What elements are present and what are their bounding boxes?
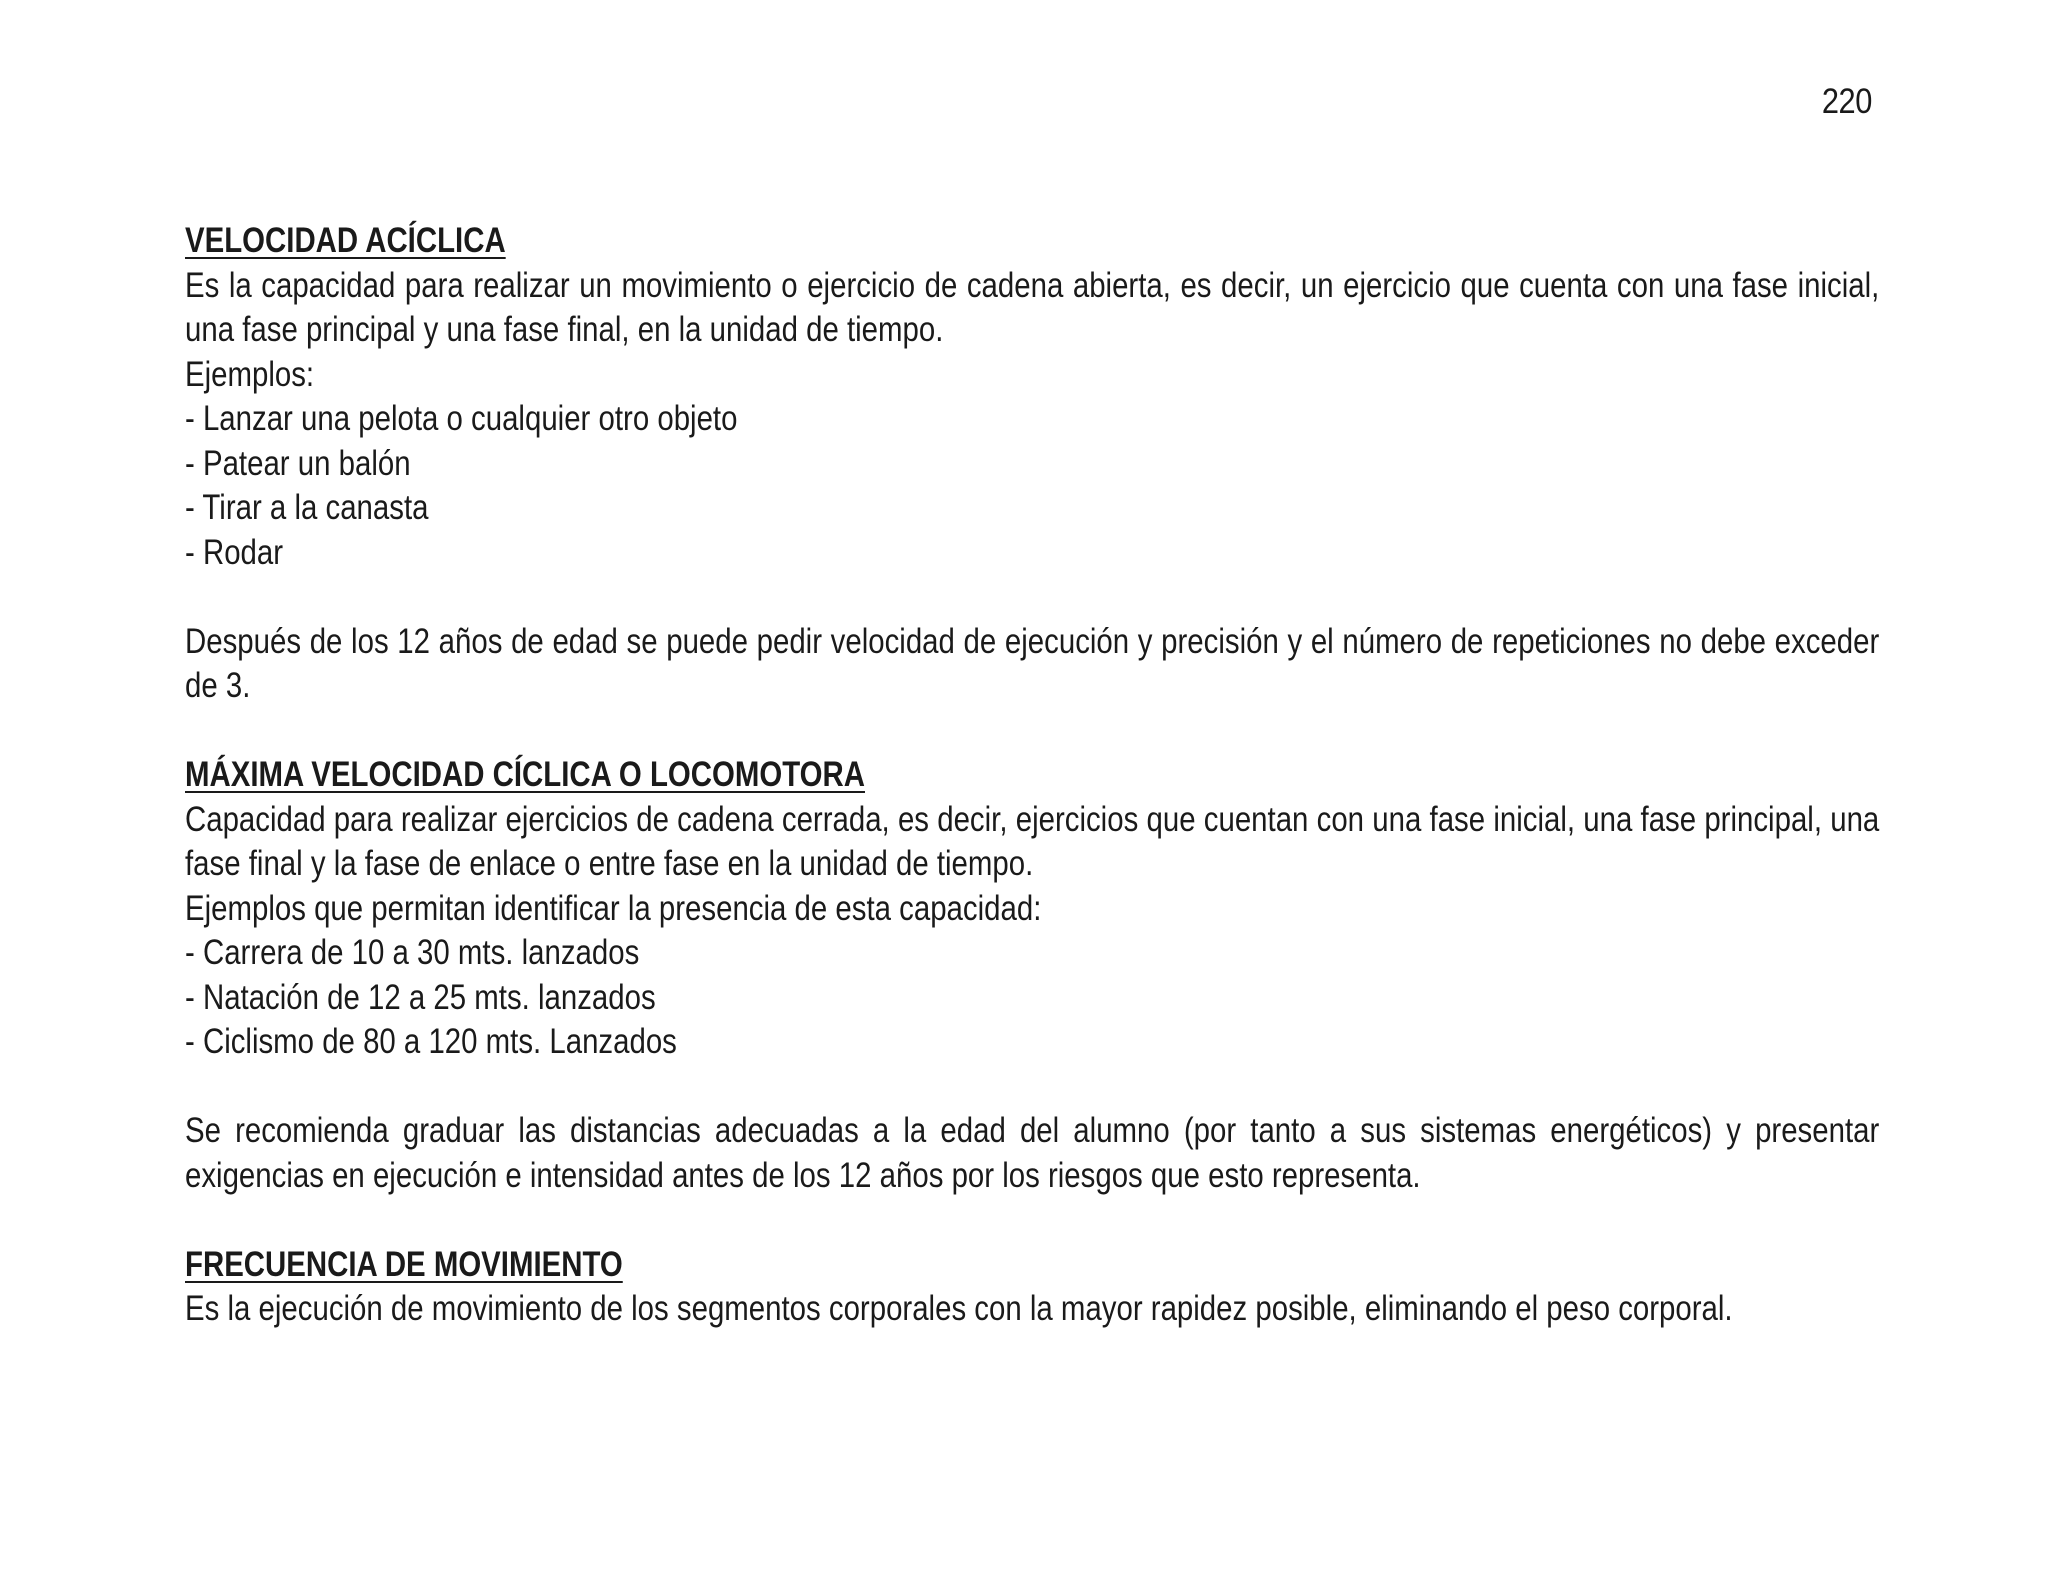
examples-intro: Ejemplos que permitan identificar la presencia de esta capacidad: [185,888,1042,928]
section-heading: VELOCIDAD ACÍCLICA [185,221,506,260]
section-note: Se recomienda graduar las distancias adecuadas a la edad del alumno (por tanto a sus sistemas energéticos) y presentar exigencias en ejecución e intensidad antes de los 12 años por los riesgos que esto representa. [185,1111,1880,1195]
page-number: 220 [1821,82,1872,121]
section-definition: Es la capacidad para realizar un movimiento o ejercicio de cadena abierta, es decir, un ejercicio que cuenta con una fase inicial, una fase principal y una fase final, en la unidad de tiempo. [185,265,1880,349]
list-item: - Carrera de 10 a 30 mts. lanzados [185,933,640,972]
list-item: - Lanzar una pelota o cualquier otro objeto [185,399,738,438]
section-definition: Capacidad para realizar ejercicios de cadena cerrada, es decir, ejercicios que cuentan con una fase inicial, una fase principal, una fase final y la fase de enlace o entre fase en la unidad de tiempo. [185,799,1880,883]
list-item: - Patear un balón [185,443,411,483]
section-maxima-velocidad-ciclica [185,753,1879,1198]
section-gap [185,1198,1879,1243]
list-item: - Rodar [185,532,284,572]
list-item: - Tirar a la canasta [185,488,429,527]
section-note: Después de los 12 años de edad se puede pedir velocidad de ejecución y precisión y el número de repeticiones no debe exceder de 3. [185,621,1880,705]
section-heading: MÁXIMA VELOCIDAD CÍCLICA O LOCOMOTORA [185,755,865,794]
section-velocidad-aciclica [185,219,1879,709]
page-content [185,219,1879,1332]
list-item: - Ciclismo de 80 a 120 mts. Lanzados [185,1022,677,1061]
examples-intro: Ejemplos: [185,354,315,394]
paragraph-gap [185,1065,1879,1110]
examples-list [185,397,1879,575]
paragraph-gap [185,575,1879,620]
list-item: - Natación de 12 a 25 mts. lanzados [185,977,656,1017]
section-frecuencia-de-movimiento [185,1243,1879,1332]
examples-list [185,931,1879,1065]
section-gap [185,709,1879,754]
section-heading: FRECUENCIA DE MOVIMIENTO [185,1244,623,1284]
section-definition: Es la ejecución de movimiento de los segmentos corporales con la mayor rapidez posible, eliminando el peso corporal. [185,1289,1733,1328]
